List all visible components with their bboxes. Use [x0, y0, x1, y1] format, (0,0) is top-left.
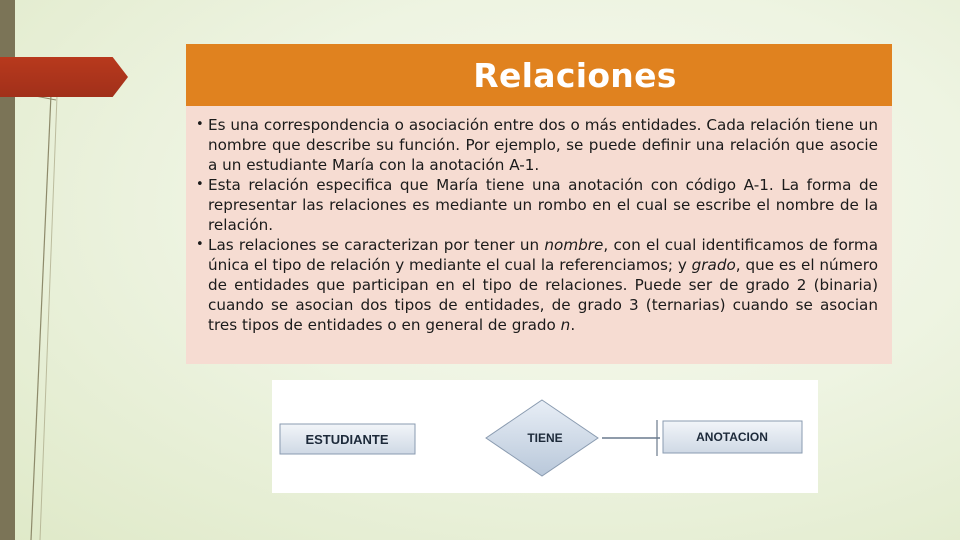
bullet-list — [186, 106, 892, 335]
bullet-item — [196, 175, 878, 235]
er-diagram — [272, 380, 818, 493]
bullet-text: . — [570, 316, 576, 334]
entity-anotacion — [663, 421, 802, 453]
relationship-tiene — [486, 400, 598, 476]
bullet-text: , con el cual identificamos de forma única el tipo de relación y mediante el cual la referenciamos; y — [208, 236, 878, 274]
bullet-item — [196, 115, 878, 175]
bullet-text: Es una correspondencia o asociación entre dos o más entidades. Cada relación tiene un nombre que describe su función. Por ejemplo, se puede definir una relación que asocie a un estudiante María con la anotación A-1. — [208, 116, 878, 174]
relationship-tiene-label: TIENE — [527, 431, 563, 445]
entity-estudiante-label: ESTUDIANTE — [305, 432, 389, 447]
bullet-item — [196, 235, 878, 335]
bullet-marker: • — [196, 177, 204, 192]
entity-estudiante — [280, 424, 415, 454]
bullet-text: Las relaciones se caracterizan por tener un — [208, 236, 545, 254]
arrow-tab-decoration — [0, 57, 128, 97]
slide-title: Relaciones — [473, 55, 677, 95]
bullet-emphasis: grado — [691, 256, 736, 274]
bullet-marker: • — [196, 237, 204, 252]
bullet-text: Esta relación especifica que María tiene una anotación con código A-1. La forma de representar las relaciones es mediante un rombo en el cual se escribe el nombre de la relación. — [208, 176, 878, 234]
content-box — [186, 106, 892, 364]
bullet-emphasis: n — [560, 316, 571, 334]
bullet-marker: • — [196, 117, 204, 132]
entity-anotacion-label: ANOTACION — [696, 430, 768, 444]
title-bar — [186, 44, 892, 106]
bullet-text: , que es el número de entidades que participan en el tipo de relaciones. Puede ser de grado 2 (binaria) cuando se asocian dos tipos de entidades, de grado 3 (ternarias) cuando se asocian tres tipos de entidades o en general de grado — [208, 256, 878, 334]
bullet-emphasis: nombre — [544, 236, 604, 254]
